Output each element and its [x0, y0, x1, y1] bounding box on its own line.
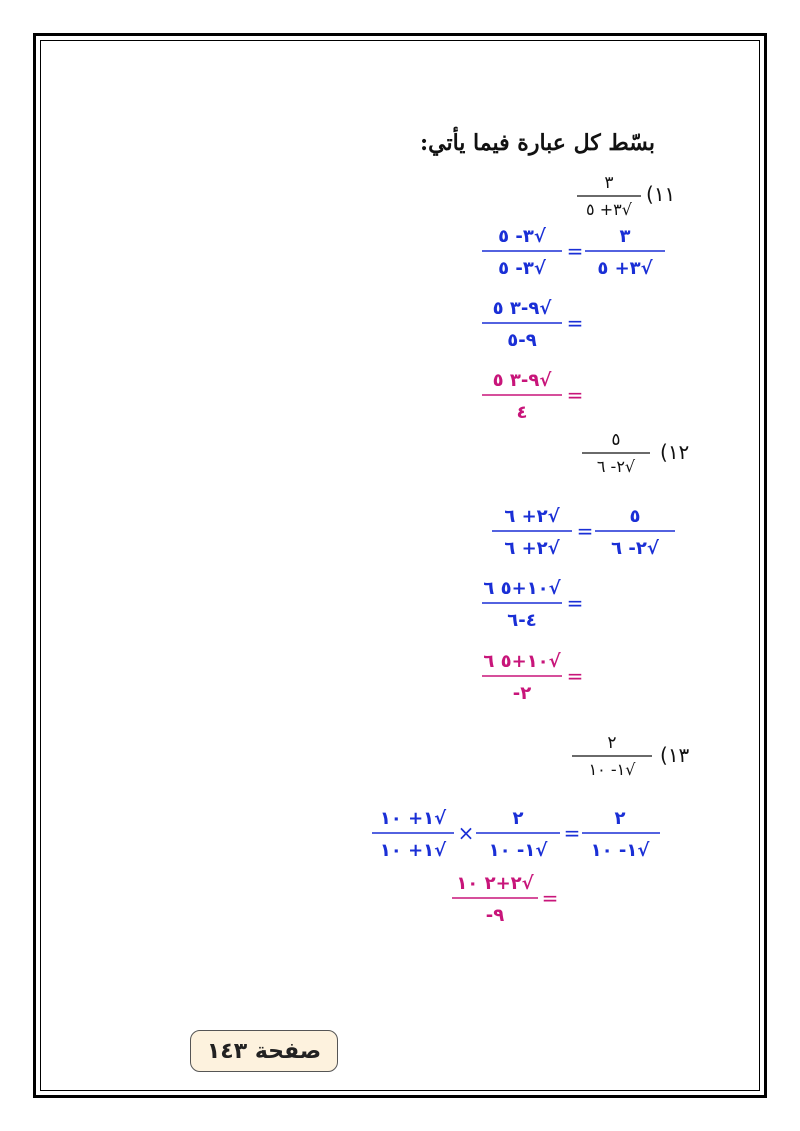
- step-multiply: [490, 498, 690, 573]
- numerator: ٩-٣ ٥√: [492, 298, 552, 319]
- numerator: ٢+٢ ١٠√: [456, 873, 534, 894]
- numerator: ١٠+٥ ٦√: [483, 578, 561, 599]
- numerator: ٣: [604, 173, 614, 193]
- denominator: ٤-٦: [507, 610, 537, 631]
- denominator: ١- ١٠√: [590, 840, 650, 861]
- denominator: ١- ١٠√: [488, 840, 548, 861]
- numerator: ١+ ١٠√: [379, 808, 447, 829]
- svg-text:=: =: [566, 664, 584, 688]
- numerator: ٢: [614, 808, 626, 829]
- denominator: ٢- ٦√: [596, 457, 636, 476]
- numerator: ٢: [512, 808, 524, 829]
- denominator: ١+ ١٠√: [379, 840, 447, 861]
- problem-number: (١٣: [660, 743, 690, 767]
- denominator: ٣- ٥√: [498, 258, 546, 279]
- given-expression: [580, 425, 655, 485]
- denominator: ١- ١٠√: [588, 760, 636, 779]
- numerator: ٢: [607, 733, 617, 753]
- numerator: ٥: [611, 430, 621, 450]
- page-number-badge: [190, 1030, 338, 1072]
- denominator: ٣+ ٥√: [597, 258, 653, 279]
- given-expression: [570, 728, 655, 788]
- page-number-label: صفحة ١٤٣: [206, 1039, 322, 1064]
- step-multiply: [480, 218, 680, 293]
- step-multiply: [370, 800, 670, 875]
- svg-text:=: =: [541, 886, 559, 910]
- step-result: [480, 643, 610, 718]
- denominator: ٢+ ٦√: [504, 538, 560, 559]
- svg-text:×: ×: [457, 821, 475, 845]
- svg-text:=: =: [566, 239, 584, 263]
- numerator: ٢+ ٦√: [504, 506, 560, 527]
- numerator: ١٠+٥ ٦√: [483, 651, 561, 672]
- denominator: -٩: [485, 905, 505, 926]
- svg-text:=: =: [566, 591, 584, 615]
- step-expand: [480, 570, 610, 645]
- numerator: ٩-٣ ٥√: [492, 370, 552, 391]
- denominator: ٣+ ٥√: [586, 200, 632, 219]
- page-title: بسّط كل عبارة فيما يأتي:: [419, 130, 655, 156]
- svg-text:=: =: [563, 821, 581, 845]
- numerator: ٣- ٥√: [498, 226, 546, 247]
- denominator: ٤: [516, 402, 528, 423]
- numerator: ٣: [619, 226, 631, 247]
- svg-text:=: =: [566, 311, 584, 335]
- problem-number: (١٢: [660, 440, 690, 464]
- svg-text:=: =: [566, 383, 584, 407]
- denominator: ٢- ٦√: [611, 538, 659, 559]
- denominator: ٩-٥: [507, 330, 537, 351]
- problem-number: (١١: [646, 182, 676, 206]
- step-result: [450, 865, 590, 940]
- svg-text:=: =: [576, 519, 594, 543]
- denominator: -٢: [512, 683, 532, 704]
- numerator: ٥: [629, 506, 641, 527]
- step-expand: [480, 290, 610, 365]
